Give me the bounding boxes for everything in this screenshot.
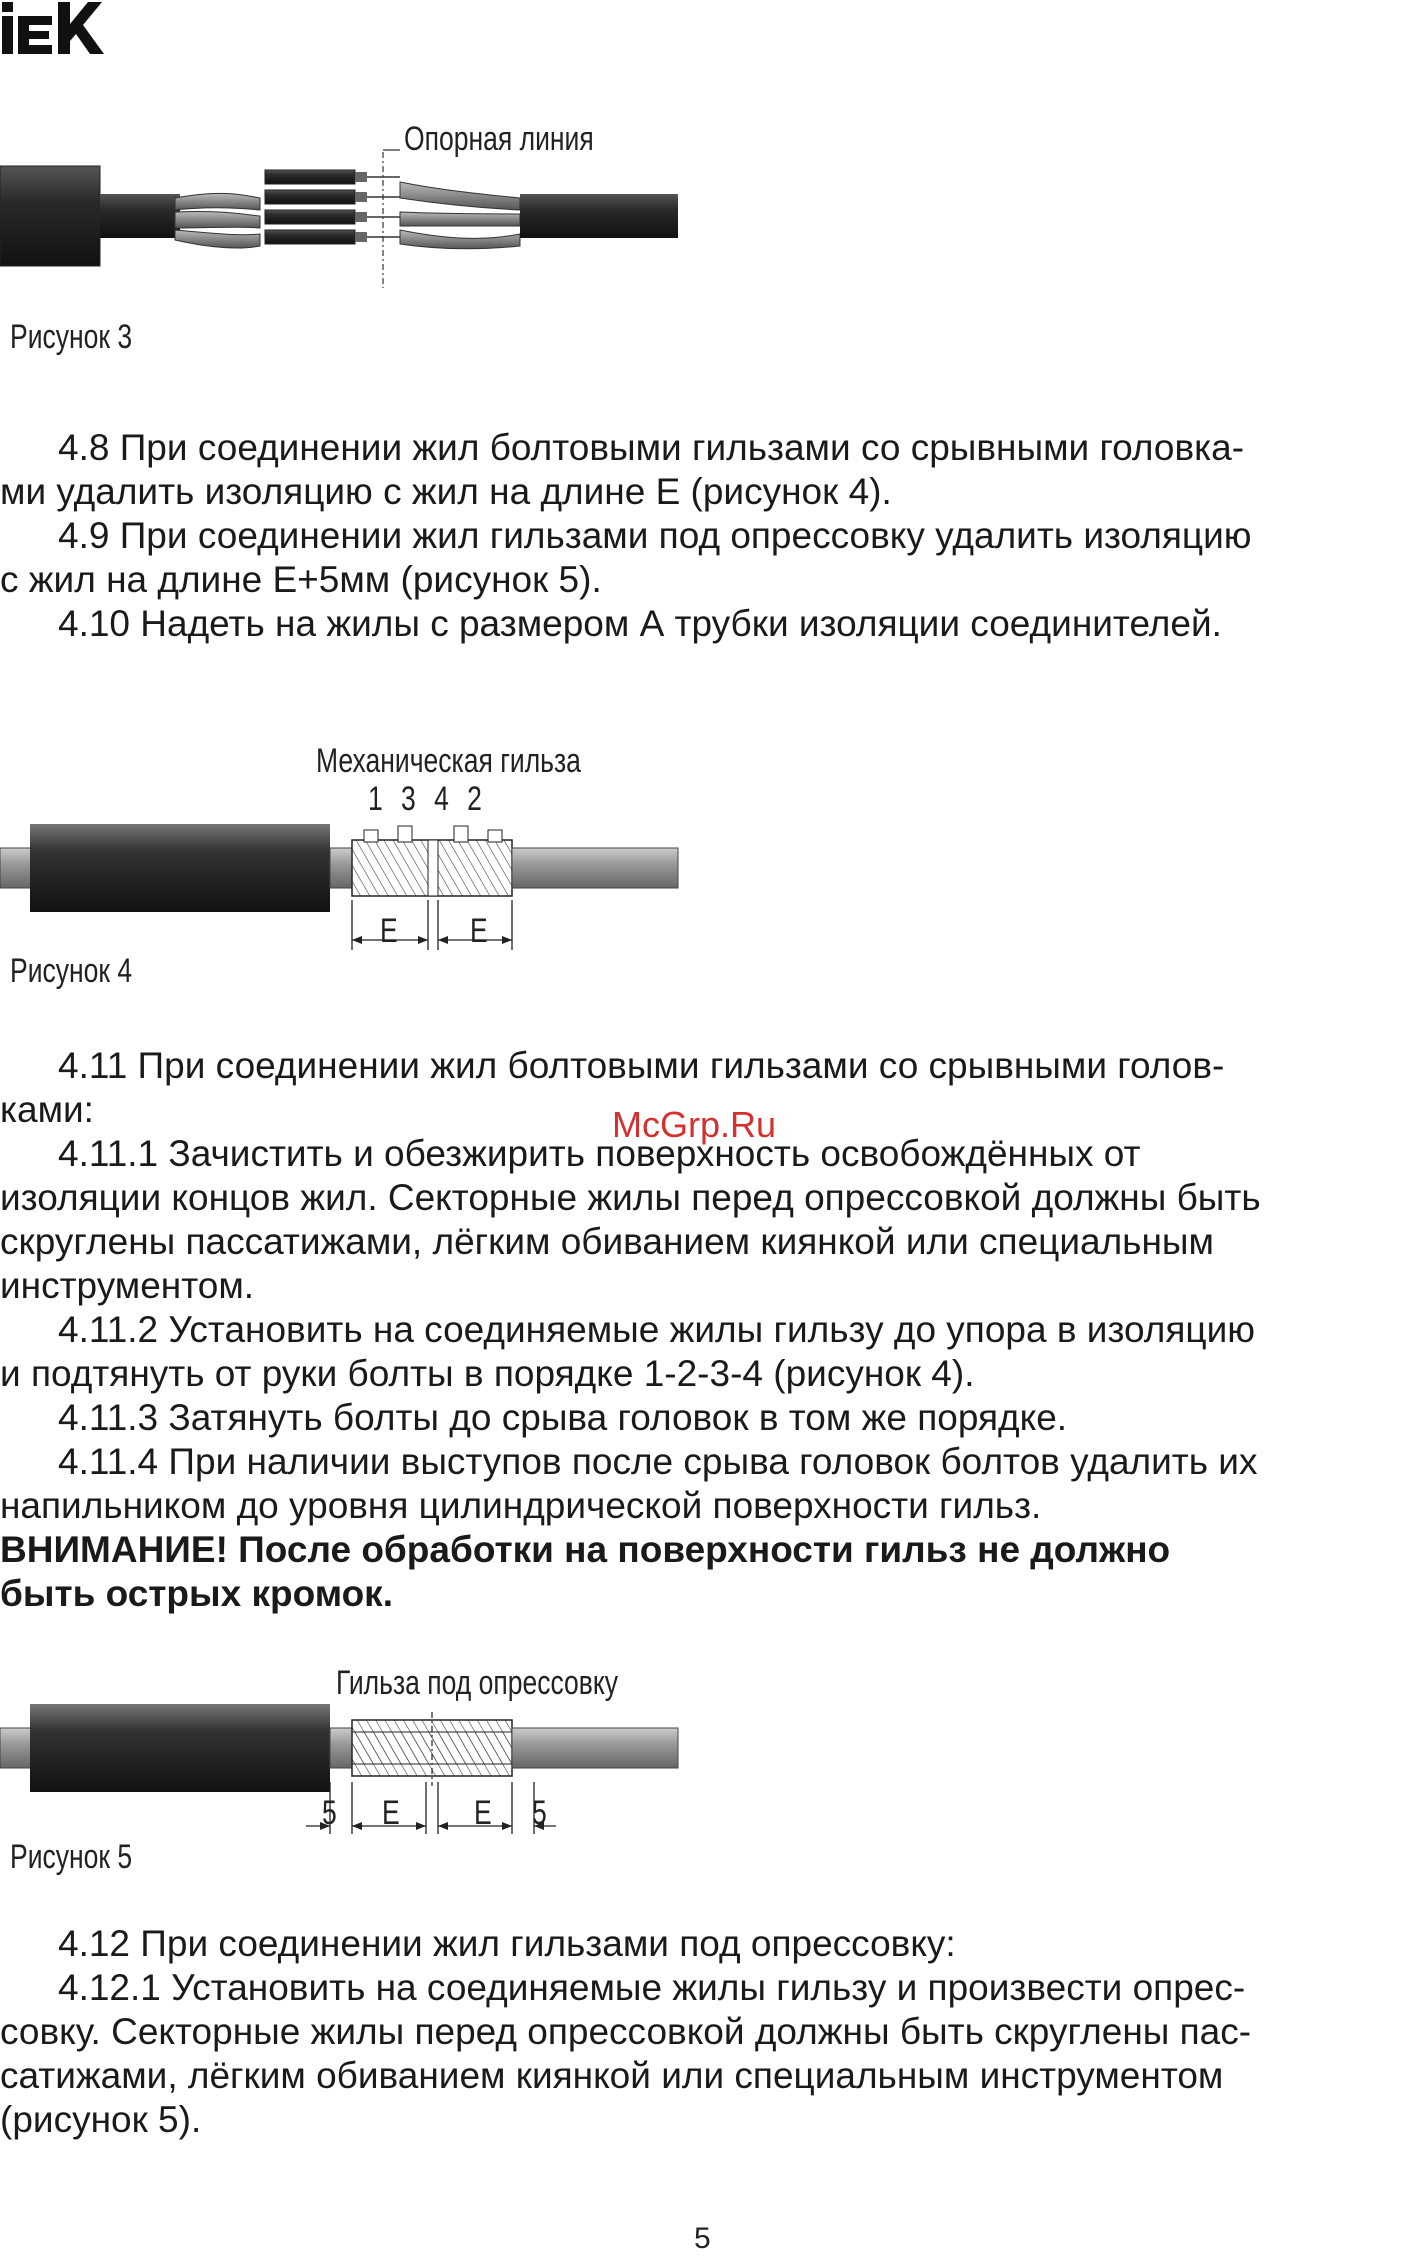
text-line: и подтянуть от руки болты в порядке 1-2-3-4 (рисунок 4). bbox=[0, 1353, 975, 1394]
figure-4-dim-left: Е bbox=[380, 912, 398, 950]
text-line: инструментом. bbox=[0, 1265, 255, 1306]
warning-line: быть острых кромок. bbox=[0, 1573, 393, 1614]
text-line: 4.11.1 Зачистить и обезжирить поверхность освобождённых от bbox=[58, 1133, 1141, 1174]
text-line: сатижами, лёгким обиванием киянкой или специальным инструментом bbox=[0, 2055, 1224, 2096]
text-line: совку. Секторные жилы перед опрессовкой должны быть скруглены пас- bbox=[0, 2011, 1252, 2052]
text-line: изоляции концов жил. Секторные жилы перед опрессовкой должны быть bbox=[0, 1177, 1261, 1218]
text-line: ми удалить изоляцию с жил на длине Е (рисунок 4). bbox=[0, 471, 892, 512]
figure-5-dim-e-left: Е bbox=[382, 1794, 400, 1832]
text-line: 4.12 При соединении жил гильзами под опрессовку: bbox=[58, 1923, 956, 1964]
figure-5-dim-5-right: 5 bbox=[532, 1794, 547, 1832]
figure-4-dim-right: Е bbox=[470, 912, 488, 950]
text-line: ками: bbox=[0, 1089, 94, 1130]
text-line: с жил на длине Е+5мм (рисунок 5). bbox=[0, 559, 602, 600]
figure-3-ref-line-label: Опорная линия bbox=[404, 120, 594, 158]
warning-line: ВНИМАНИЕ! После обработки на поверхности гильз не должно bbox=[0, 1529, 1171, 1570]
figure-4-diagram bbox=[0, 800, 700, 970]
text-line: (рисунок 5). bbox=[0, 2099, 202, 2140]
figure-5-dim-e-right: Е bbox=[474, 1794, 492, 1832]
figure-4-bolt-order: 1 3 4 2 bbox=[368, 780, 482, 818]
figure-4-title: Механическая гильза bbox=[316, 742, 581, 780]
paragraph-block-c bbox=[0, 1922, 1405, 2142]
text-line: напильником до уровня цилиндрической поверхности гильз. bbox=[0, 1485, 1042, 1526]
figure-5-dim-5-left: 5 bbox=[322, 1794, 337, 1832]
figure-5-caption: Рисунок 5 bbox=[10, 1838, 133, 1876]
text-line: 4.11 При соединении жил болтовыми гильзами со срывными голов- bbox=[58, 1045, 1225, 1086]
text-line: 4.11.2 Установить на соединяемые жилы гильзу до упора в изоляцию bbox=[58, 1309, 1256, 1350]
figure-3-caption: Рисунок 3 bbox=[10, 318, 133, 356]
text-line: 4.9 При соединении жил гильзами под опрессовку удалить изоляцию bbox=[58, 515, 1252, 556]
text-line: скруглены пассатижами, лёгким обиванием киянкой или специальным bbox=[0, 1221, 1214, 1262]
paragraph-block-a bbox=[0, 426, 1405, 646]
iek-logo bbox=[0, 0, 118, 58]
page-number: 5 bbox=[694, 2222, 711, 2255]
text-line: 4.8 При соединении жил болтовыми гильзами со срывными головка- bbox=[58, 427, 1245, 468]
text-line: 4.12.1 Установить на соединяемые жилы гильзу и произвести опрес- bbox=[58, 1967, 1246, 2008]
watermark-text: McGrp.Ru bbox=[612, 1104, 777, 1145]
figure-5-title: Гильза под опрессовку bbox=[336, 1664, 619, 1702]
text-line: 4.10 Надеть на жилы с размером А трубки изоляции соединителей. bbox=[58, 603, 1222, 644]
text-line: 4.11.4 При наличии выступов после срыва головок болтов удалить их bbox=[58, 1441, 1258, 1482]
figure-3-diagram bbox=[0, 110, 700, 310]
figure-4-caption: Рисунок 4 bbox=[10, 952, 133, 990]
text-line: 4.11.3 Затянуть болты до срыва головок в том же порядке. bbox=[58, 1397, 1068, 1438]
figure-5-diagram bbox=[0, 1694, 700, 1844]
